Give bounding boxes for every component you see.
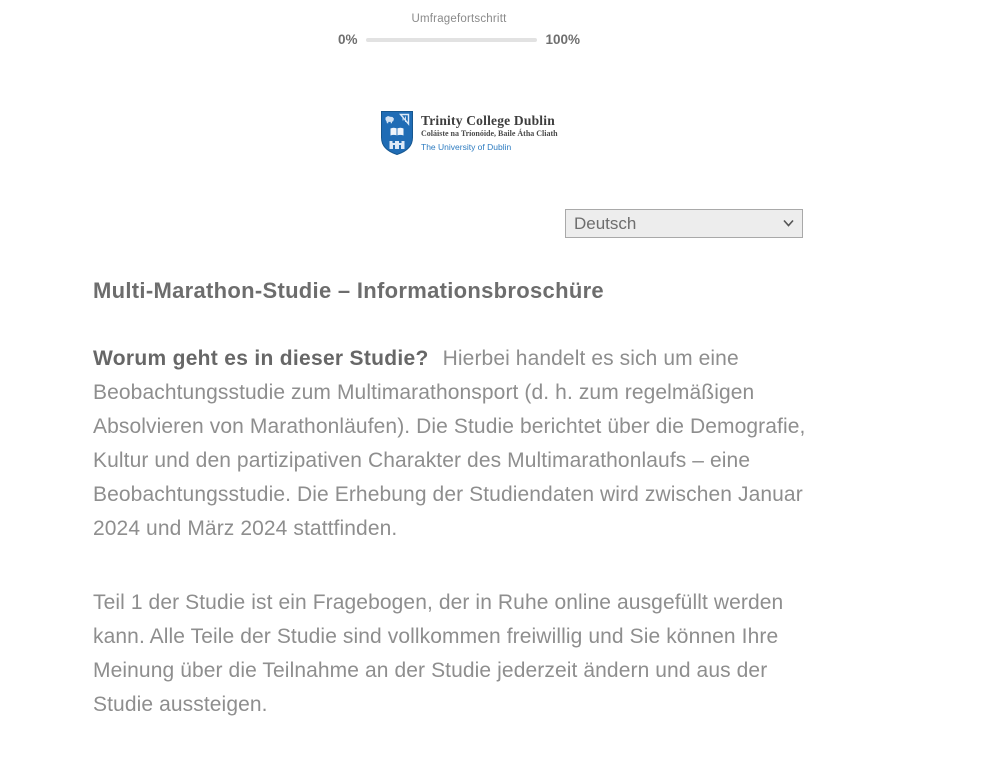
study-paragraph-1	[93, 342, 809, 546]
logo-university-name: The University of Dublin	[421, 142, 512, 152]
study-information	[93, 278, 809, 722]
language-select[interactable]	[565, 209, 803, 238]
progress-min-label: 0%	[338, 32, 358, 47]
progress-track	[366, 38, 538, 42]
survey-progress	[338, 13, 580, 47]
progress-max-label: 100%	[545, 32, 580, 47]
trinity-college-logo	[380, 110, 558, 156]
trinity-shield-icon	[380, 110, 414, 156]
paragraph-2-text: Teil 1 der Studie ist ein Fragebogen, der in Ruhe online ausgefüllt werden kann. Alle Teile der Studie sind vollkommen freiwillig und Sie können Ihre Meinung über die Teilnahme an der Studie jederzeit ändern und aus der Studie aussteigen.	[93, 591, 784, 716]
paragraph-1-lead: Worum geht es in dieser Studie?	[93, 347, 429, 370]
progress-row	[338, 32, 580, 47]
logo-institution-name: Trinity College Dublin	[421, 113, 555, 128]
page-title: Multi-Marathon-Studie – Informationsbroschüre	[93, 278, 604, 303]
logo-irish-name: Coláiste na Tríonóide, Baile Átha Cliath	[421, 129, 558, 138]
progress-label: Umfragefortschritt	[411, 13, 507, 25]
paragraph-1-text: Hierbei handelt es sich um eine Beobachtungsstudie zum Multimarathonsport (d. h. zum regelmäßigen Absolvieren von Marathonläufen). Die Studie berichtet über die Demografie, Kultur und den partizipativen Charakter des Multimarathonlaufs – eine Beobachtungsstudie. Die Erhebung der Studiendaten wird zwischen Januar 2024 und März 2024 stattfinden.	[93, 347, 806, 540]
language-select-wrapper	[565, 209, 803, 238]
logo-text	[421, 110, 558, 152]
study-paragraph-2	[93, 586, 809, 722]
